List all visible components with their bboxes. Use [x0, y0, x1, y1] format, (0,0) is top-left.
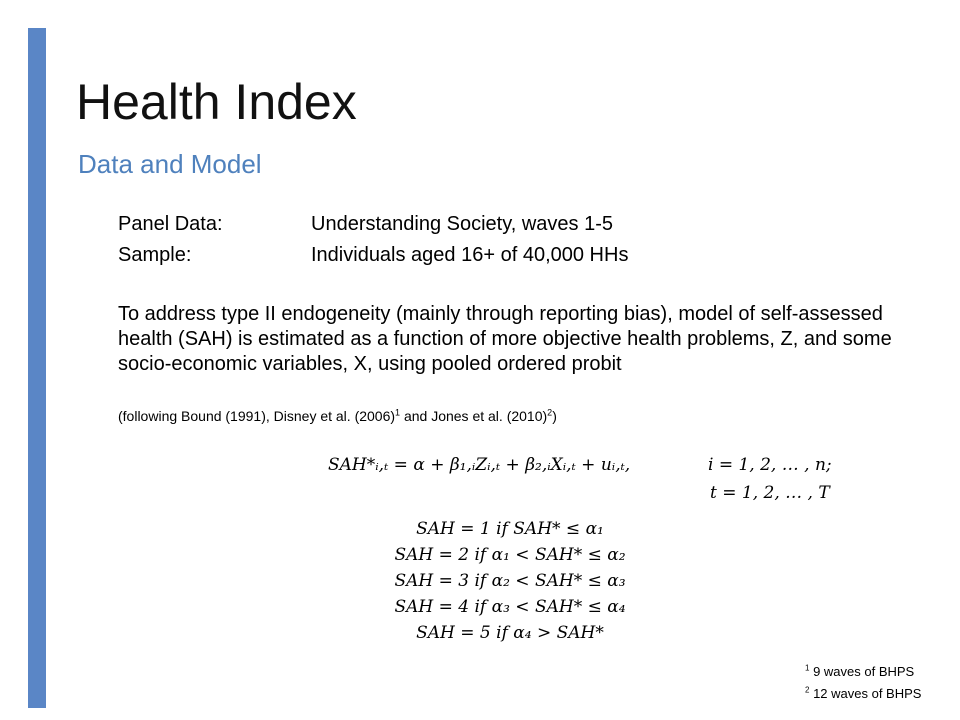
model-description: To address type II endogeneity (mainly through reporting bias), model of self-assessed health (SAH) is estimated as a function of more objective health problems, Z, and some socio-economic variables, X, using pooled ordered probit [118, 303, 892, 375]
citation-note [118, 407, 557, 425]
footnote-number: 1 [805, 663, 810, 673]
info-label: Panel Data: [118, 213, 223, 235]
info-row-panel-data [118, 211, 613, 237]
accent-bar [28, 28, 46, 708]
threshold-condition: SAH = 2 if α₁ < SAH* ≤ α₂ [394, 545, 626, 565]
footnote [805, 664, 914, 680]
note-sup-1: 1 [395, 407, 401, 418]
footnote [805, 686, 921, 702]
threshold-condition: SAH = 1 if SAH* ≤ α₁ [416, 519, 604, 539]
threshold-condition: SAH = 4 if α₃ < SAH* ≤ α₄ [394, 597, 626, 617]
info-value: Individuals aged 16+ of 40,000 HHs [311, 244, 629, 266]
footnote-text: 12 waves of BHPS [809, 686, 922, 701]
equation-index-i: i = 1, 2, … , n; [708, 455, 832, 475]
equation-index-t: t = 1, 2, … , T [710, 483, 830, 503]
note-text: (following Bound (1991), Disney et al. (2006) [118, 408, 396, 424]
info-row-sample [118, 242, 628, 268]
footnote-text: 9 waves of BHPS [809, 664, 915, 679]
info-value: Understanding Society, waves 1-5 [311, 213, 614, 235]
footnote-number: 2 [805, 685, 810, 695]
slide-subtitle: Data and Model [78, 149, 262, 179]
slide-title: Health Index [76, 74, 357, 130]
note-text: ) [552, 408, 557, 424]
note-text: and Jones et al. (2010) [400, 408, 548, 424]
info-label: Sample: [118, 244, 192, 266]
threshold-condition: SAH = 5 if α₄ > SAH* [416, 623, 604, 643]
equation-main: SAH*ᵢ,ₜ = α + β₁,ᵢZᵢ,ₜ + β₂,ᵢXᵢ,ₜ + uᵢ,ₜ, [328, 455, 631, 475]
note-sup-2: 2 [547, 407, 553, 418]
threshold-condition: SAH = 3 if α₂ < SAH* ≤ α₃ [394, 571, 626, 591]
